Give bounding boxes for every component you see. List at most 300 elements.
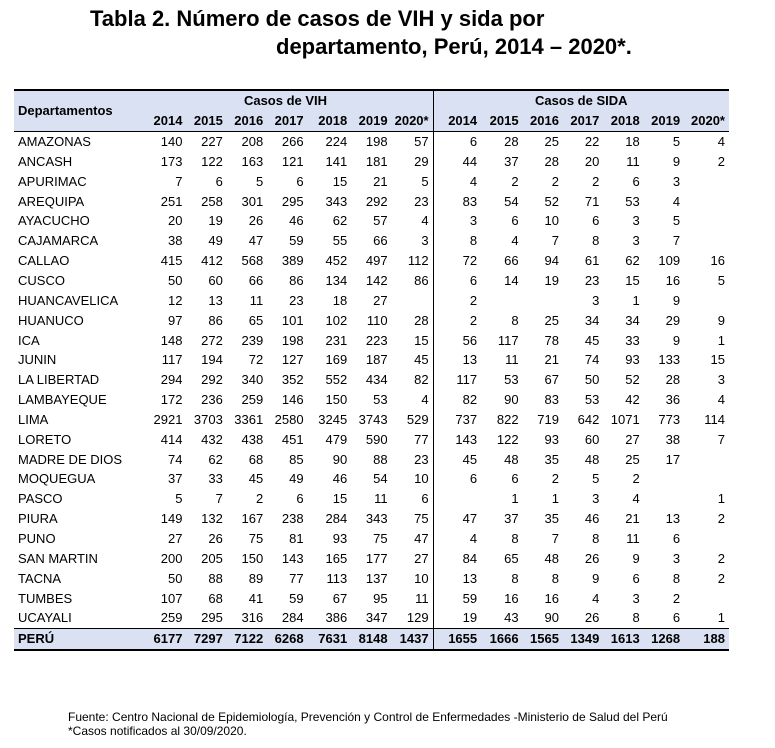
hiv-cell: 45 — [248, 471, 264, 487]
department-name: LA LIBERTAD — [18, 372, 100, 388]
hiv-cell: 272 — [201, 332, 223, 348]
hiv-cell: 414 — [160, 431, 183, 447]
department-name: UCAYALI — [18, 610, 72, 626]
hiv-cell: 6 — [215, 173, 223, 189]
aids-cell: 2 — [717, 550, 725, 566]
hiv-cell: 86 — [414, 273, 429, 289]
aids-cell: 9 — [717, 312, 725, 328]
table-row — [14, 350, 729, 370]
aids-cell — [684, 171, 729, 191]
aids-cell: 2 — [511, 173, 519, 189]
total-label: PERÚ — [14, 628, 138, 649]
aids-cell: 1 — [717, 491, 725, 507]
hiv-total-cell: 7297 — [186, 628, 226, 649]
table-row — [14, 271, 729, 291]
aids-cell: 16 — [504, 590, 519, 606]
hiv-total-cell: 6268 — [267, 628, 307, 649]
hiv-cell: 3703 — [193, 411, 223, 427]
hiv-cell: 110 — [366, 312, 388, 328]
aids-total-cell: 1666 — [481, 628, 522, 649]
hiv-cell: 412 — [201, 253, 223, 269]
hiv-cell: 134 — [325, 273, 348, 289]
hiv-aids-table — [14, 89, 729, 651]
aids-total-cell: 1613 — [603, 628, 643, 649]
hiv-cell: 15 — [414, 332, 429, 348]
aids-cell: 117 — [497, 332, 519, 348]
hiv-cell: 88 — [208, 570, 223, 586]
departments-header: Departamentos — [14, 90, 138, 131]
aids-cell: 47 — [433, 509, 481, 529]
hiv-cell: 75 — [373, 530, 388, 546]
hiv-cell: 49 — [289, 471, 304, 487]
hiv-cell: 529 — [406, 411, 429, 427]
aids-cell: 17 — [665, 451, 681, 467]
aids-cell — [684, 469, 729, 489]
hiv-cell: 432 — [201, 431, 223, 447]
hiv-cell: 41 — [248, 590, 264, 606]
hiv-cell: 6 — [296, 491, 304, 507]
hiv-cell: 173 — [160, 153, 183, 169]
hiv-total-cell: 6177 — [138, 628, 186, 649]
hiv-cell: 239 — [241, 332, 264, 348]
aids-cell — [433, 489, 481, 509]
aids-cell: 16 — [665, 273, 681, 289]
table-row — [14, 410, 729, 430]
table-row — [14, 568, 729, 588]
hiv-cell: 434 — [365, 372, 388, 388]
aids-cell: 4 — [717, 392, 725, 408]
aids-cell: 3 — [433, 211, 481, 231]
total-row — [14, 628, 729, 649]
aids-cell: 2 — [717, 570, 725, 586]
aids-cell: 71 — [584, 193, 600, 209]
aids-cell: 8 — [511, 570, 519, 586]
hiv-cell: 26 — [248, 213, 264, 229]
aids-cell: 37 — [504, 511, 519, 527]
department-name: TACNA — [18, 570, 62, 586]
hiv-cell: 316 — [241, 610, 264, 626]
aids-cell: 13 — [433, 568, 481, 588]
hiv-cell: 2921 — [153, 411, 183, 427]
aids-cell: 25 — [544, 312, 559, 328]
hiv-cell: 102 — [325, 312, 348, 328]
hiv-cell: 148 — [160, 332, 183, 348]
aids-cell: 8 — [632, 610, 640, 626]
department-name: HUANUCO — [18, 312, 84, 328]
hiv-cell: 19 — [208, 213, 223, 229]
table-row — [14, 370, 729, 390]
hiv-cell: 451 — [281, 431, 304, 447]
department-name: ICA — [18, 332, 40, 348]
hiv-cell: 86 — [208, 312, 223, 328]
vih-year-header: 2018 — [318, 113, 348, 129]
aids-cell: 6 — [672, 530, 681, 546]
aids-cell: 16 — [544, 590, 559, 606]
aids-cell: 53 — [625, 193, 640, 209]
table-row — [14, 231, 729, 251]
hiv-cell: 181 — [365, 153, 388, 169]
aids-cell: 1 — [551, 491, 559, 507]
table-row — [14, 390, 729, 410]
vih-year-header: 2017 — [274, 113, 304, 129]
hiv-cell: 438 — [241, 431, 264, 447]
hiv-cell: 5 — [255, 173, 264, 189]
hiv-cell: 47 — [248, 233, 264, 249]
hiv-cell: 122 — [201, 153, 223, 169]
hiv-cell: 198 — [281, 332, 304, 348]
aids-cell: 2 — [592, 173, 600, 189]
aids-cell: 6 — [433, 469, 481, 489]
hiv-cell: 129 — [406, 610, 429, 626]
aids-cell: 83 — [544, 392, 559, 408]
hiv-cell: 11 — [415, 590, 429, 606]
aids-cell: 3 — [717, 372, 725, 388]
aids-cell: 78 — [544, 332, 559, 348]
aids-cell: 45 — [584, 332, 600, 348]
aids-cell: 1 — [511, 491, 519, 507]
hiv-cell: 72 — [248, 352, 264, 368]
hiv-cell: 292 — [201, 372, 223, 388]
aids-cell: 60 — [584, 431, 600, 447]
hiv-cell: 68 — [248, 451, 264, 467]
table-row — [14, 290, 729, 310]
hiv-cell: 132 — [201, 511, 223, 527]
hiv-cell: 54 — [373, 471, 388, 487]
aids-cell: 6 — [632, 173, 640, 189]
vih-year-header: 2015 — [193, 113, 223, 129]
aids-cell: 8 — [433, 231, 481, 251]
aids-cell: 35 — [544, 511, 559, 527]
hiv-cell: 200 — [160, 550, 183, 566]
hiv-cell: 2 — [255, 491, 264, 507]
aids-cell: 2 — [551, 173, 559, 189]
hiv-cell: 12 — [167, 292, 183, 308]
aids-cell: 122 — [496, 431, 519, 447]
department-name: TUMBES — [18, 590, 73, 606]
aids-cell: 28 — [504, 134, 519, 150]
aids-cell: 46 — [584, 511, 600, 527]
aids-cell: 3 — [672, 550, 681, 566]
hiv-cell: 301 — [241, 193, 264, 209]
aids-cell: 822 — [496, 411, 519, 427]
aids-cell: 50 — [584, 372, 600, 388]
aids-cell: 72 — [433, 251, 481, 271]
hiv-cell: 121 — [281, 153, 304, 169]
aids-cell: 9 — [592, 570, 600, 586]
hiv-cell: 5 — [175, 491, 183, 507]
hiv-cell: 20 — [167, 213, 183, 229]
hiv-cell: 386 — [325, 610, 348, 626]
sida-year-header: 2017 — [570, 113, 600, 129]
hiv-cell: 13 — [208, 292, 223, 308]
hiv-cell: 74 — [167, 451, 183, 467]
department-name: LAMBAYEQUE — [18, 392, 107, 408]
aids-cell: 4 — [672, 193, 681, 209]
aids-cell: 6 — [511, 471, 519, 487]
hiv-cell — [392, 290, 434, 310]
aids-cell: 44 — [433, 152, 481, 172]
aids-cell: 27 — [625, 431, 640, 447]
table-row — [14, 131, 729, 151]
aids-cell: 93 — [625, 352, 640, 368]
aids-cell — [684, 231, 729, 251]
aids-cell: 59 — [433, 588, 481, 608]
aids-cell: 2 — [551, 471, 559, 487]
hiv-cell: 117 — [161, 352, 183, 368]
aids-cell: 6 — [632, 570, 640, 586]
aids-cell: 15 — [625, 273, 640, 289]
hiv-cell: 294 — [160, 372, 183, 388]
sida-year-header: 2016 — [530, 113, 559, 129]
table-row — [14, 171, 729, 191]
hiv-cell: 205 — [201, 550, 223, 566]
aids-cell: 9 — [672, 153, 681, 169]
hiv-cell: 5 — [421, 173, 429, 189]
hiv-cell: 479 — [325, 431, 348, 447]
aids-cell: 53 — [504, 372, 519, 388]
aids-cell: 3 — [592, 491, 600, 507]
hiv-cell: 165 — [325, 550, 348, 566]
aids-cell: 5 — [592, 471, 600, 487]
hiv-cell: 75 — [414, 511, 429, 527]
aids-cell: 5 — [672, 134, 681, 150]
sida-year-header: 2019 — [651, 113, 681, 129]
hiv-cell: 223 — [365, 332, 388, 348]
hiv-cell: 251 — [160, 193, 183, 209]
hiv-cell: 194 — [201, 352, 223, 368]
aids-cell: 773 — [658, 411, 681, 427]
hiv-cell: 142 — [365, 273, 388, 289]
table-row — [14, 310, 729, 330]
aids-cell: 4 — [511, 233, 519, 249]
hiv-cell: 3743 — [358, 411, 388, 427]
hiv-cell: 149 — [160, 511, 183, 527]
sida-year-header: 2018 — [610, 113, 640, 129]
hiv-cell: 77 — [414, 431, 429, 447]
aids-cell: 54 — [504, 193, 519, 209]
hiv-cell: 150 — [325, 392, 348, 408]
aids-cell — [684, 211, 729, 231]
vih-year-header: 2016 — [234, 113, 264, 129]
aids-cell: 36 — [665, 392, 681, 408]
hiv-cell: 86 — [289, 273, 304, 289]
aids-cell: 67 — [544, 372, 559, 388]
aids-cell: 28 — [544, 153, 559, 169]
hiv-cell: 3245 — [318, 411, 348, 427]
aids-cell: 93 — [544, 431, 559, 447]
sida-year-header: 2014 — [433, 111, 481, 131]
aids-cell: 6 — [433, 131, 481, 151]
aids-cell: 61 — [584, 253, 600, 269]
aids-cell: 53 — [584, 392, 600, 408]
hiv-cell: 198 — [365, 134, 388, 150]
hiv-cell: 568 — [241, 253, 264, 269]
hiv-cell: 3 — [421, 233, 429, 249]
hiv-cell: 347 — [365, 610, 388, 626]
hiv-cell: 90 — [332, 451, 348, 467]
aids-cell: 6 — [592, 213, 600, 229]
hiv-cell: 27 — [414, 550, 429, 566]
aids-cell: 1071 — [610, 411, 640, 427]
aids-cell: 10 — [544, 213, 559, 229]
sida-year-header: 2015 — [489, 113, 519, 129]
aids-cell: 143 — [433, 429, 481, 449]
aids-cell: 52 — [625, 372, 640, 388]
hiv-cell: 23 — [414, 451, 429, 467]
hiv-cell: 146 — [281, 392, 304, 408]
hiv-cell: 81 — [289, 530, 304, 546]
hiv-cell: 10 — [414, 570, 429, 586]
hiv-cell: 284 — [325, 511, 348, 527]
hiv-total-cell: 8148 — [351, 628, 391, 649]
table-row — [14, 449, 729, 469]
aids-cell: 38 — [665, 431, 681, 447]
aids-cell: 25 — [625, 451, 640, 467]
hiv-total-cell: 7122 — [227, 628, 267, 649]
aids-cell: 6 — [433, 271, 481, 291]
aids-cell: 21 — [625, 511, 640, 527]
aids-cell: 2 — [717, 153, 725, 169]
hiv-cell: 11 — [249, 292, 264, 308]
aids-cell: 8 — [672, 570, 681, 586]
hiv-cell: 95 — [373, 590, 388, 606]
aids-cell: 109 — [658, 253, 681, 269]
aids-total-cell: 1655 — [433, 628, 481, 649]
department-name: JUNIN — [18, 352, 57, 368]
aids-cell: 48 — [544, 550, 559, 566]
sida-year-header: 2020* — [691, 113, 725, 129]
aids-cell: 45 — [433, 449, 481, 469]
hiv-cell: 50 — [167, 273, 183, 289]
aids-cell: 16 — [710, 253, 725, 269]
table-row — [14, 211, 729, 231]
aids-cell — [644, 489, 684, 509]
aids-cell: 9 — [632, 550, 640, 566]
hiv-cell: 141 — [325, 153, 348, 169]
department-name: PASCO — [18, 491, 63, 507]
aids-cell: 2 — [672, 590, 681, 606]
hiv-cell: 82 — [414, 372, 429, 388]
aids-cell: 4 — [433, 529, 481, 549]
aids-cell: 4 — [433, 171, 481, 191]
hiv-cell: 26 — [208, 530, 223, 546]
hiv-total-cell: 7631 — [308, 628, 352, 649]
hiv-cell: 127 — [281, 352, 304, 368]
table-row — [14, 469, 729, 489]
table-row — [14, 509, 729, 529]
hiv-cell: 97 — [167, 312, 183, 328]
aids-cell — [684, 529, 729, 549]
source-note: Fuente: Centro Nacional de Epidemiología, Prevención y Control de Enfermedades -Ministerio de Salud del Perú — [68, 710, 668, 724]
table-row — [14, 529, 729, 549]
hiv-cell: 236 — [201, 392, 223, 408]
aids-cell: 8 — [511, 530, 519, 546]
aids-cell: 42 — [625, 392, 640, 408]
aids-cell: 33 — [625, 332, 640, 348]
table-body — [14, 131, 729, 649]
hiv-cell: 46 — [289, 213, 304, 229]
hiv-cell: 552 — [325, 372, 348, 388]
table-row — [14, 251, 729, 271]
department-name: SAN MARTIN — [18, 550, 98, 566]
hiv-cell: 238 — [281, 511, 304, 527]
aids-cell — [684, 588, 729, 608]
hiv-cell: 27 — [373, 292, 388, 308]
department-name: CUSCO — [18, 273, 65, 289]
vih-year-header: 2019 — [358, 113, 388, 129]
department-name: APURIMAC — [18, 173, 87, 189]
hiv-cell: 85 — [289, 451, 304, 467]
aids-cell: 3 — [632, 590, 640, 606]
aids-cell: 117 — [433, 370, 481, 390]
aids-cell — [644, 469, 684, 489]
department-name: MOQUEGUA — [18, 471, 96, 487]
department-name: PIURA — [18, 511, 58, 527]
aids-cell: 19 — [433, 608, 481, 628]
hiv-cell: 33 — [208, 471, 223, 487]
hiv-cell: 231 — [325, 332, 348, 348]
aids-cell: 2 — [433, 310, 481, 330]
aids-cell: 26 — [584, 550, 600, 566]
aids-cell: 13 — [665, 511, 681, 527]
hiv-cell: 295 — [201, 610, 223, 626]
table-row — [14, 588, 729, 608]
aids-cell: 28 — [665, 372, 681, 388]
aids-cell: 23 — [584, 273, 600, 289]
department-name: LIMA — [18, 411, 49, 427]
hiv-cell: 452 — [325, 253, 348, 269]
aids-cell: 8 — [551, 570, 559, 586]
hiv-cell: 266 — [281, 134, 304, 150]
department-name: LORETO — [18, 431, 72, 447]
hiv-cell: 59 — [289, 590, 304, 606]
hiv-total-cell: 1437 — [392, 628, 434, 649]
hiv-cell: 88 — [373, 451, 388, 467]
aids-cell: 3 — [632, 213, 640, 229]
aids-cell: 6 — [511, 213, 519, 229]
hiv-cell: 224 — [325, 134, 348, 150]
hiv-cell: 62 — [208, 451, 223, 467]
hiv-cell: 4 — [421, 392, 429, 408]
hiv-cell: 389 — [281, 253, 304, 269]
aids-cell: 13 — [433, 350, 481, 370]
table-row — [14, 608, 729, 628]
aids-cell: 3 — [592, 292, 600, 308]
aids-cell: 20 — [584, 153, 600, 169]
aids-cell: 737 — [433, 410, 481, 430]
hiv-cell: 208 — [241, 134, 264, 150]
hiv-cell: 107 — [160, 590, 183, 606]
aids-cell: 19 — [544, 273, 559, 289]
vih-year-header: 2014 — [153, 113, 183, 129]
hiv-cell: 21 — [373, 173, 388, 189]
table-row — [14, 191, 729, 211]
table-row — [14, 152, 729, 172]
hiv-cell: 15 — [332, 491, 348, 507]
hiv-cell: 169 — [325, 352, 348, 368]
aids-cell: 26 — [584, 610, 600, 626]
aids-total-cell: 1268 — [644, 628, 684, 649]
aids-total-cell: 1349 — [563, 628, 603, 649]
hiv-cell: 66 — [248, 273, 264, 289]
hiv-group-header: Casos de VIH — [138, 90, 433, 111]
aids-cell — [684, 191, 729, 211]
aids-cell — [523, 290, 563, 310]
aids-cell: 7 — [717, 431, 725, 447]
aids-cell: 21 — [544, 352, 559, 368]
hiv-cell: 50 — [167, 570, 183, 586]
aids-cell: 18 — [625, 134, 640, 150]
